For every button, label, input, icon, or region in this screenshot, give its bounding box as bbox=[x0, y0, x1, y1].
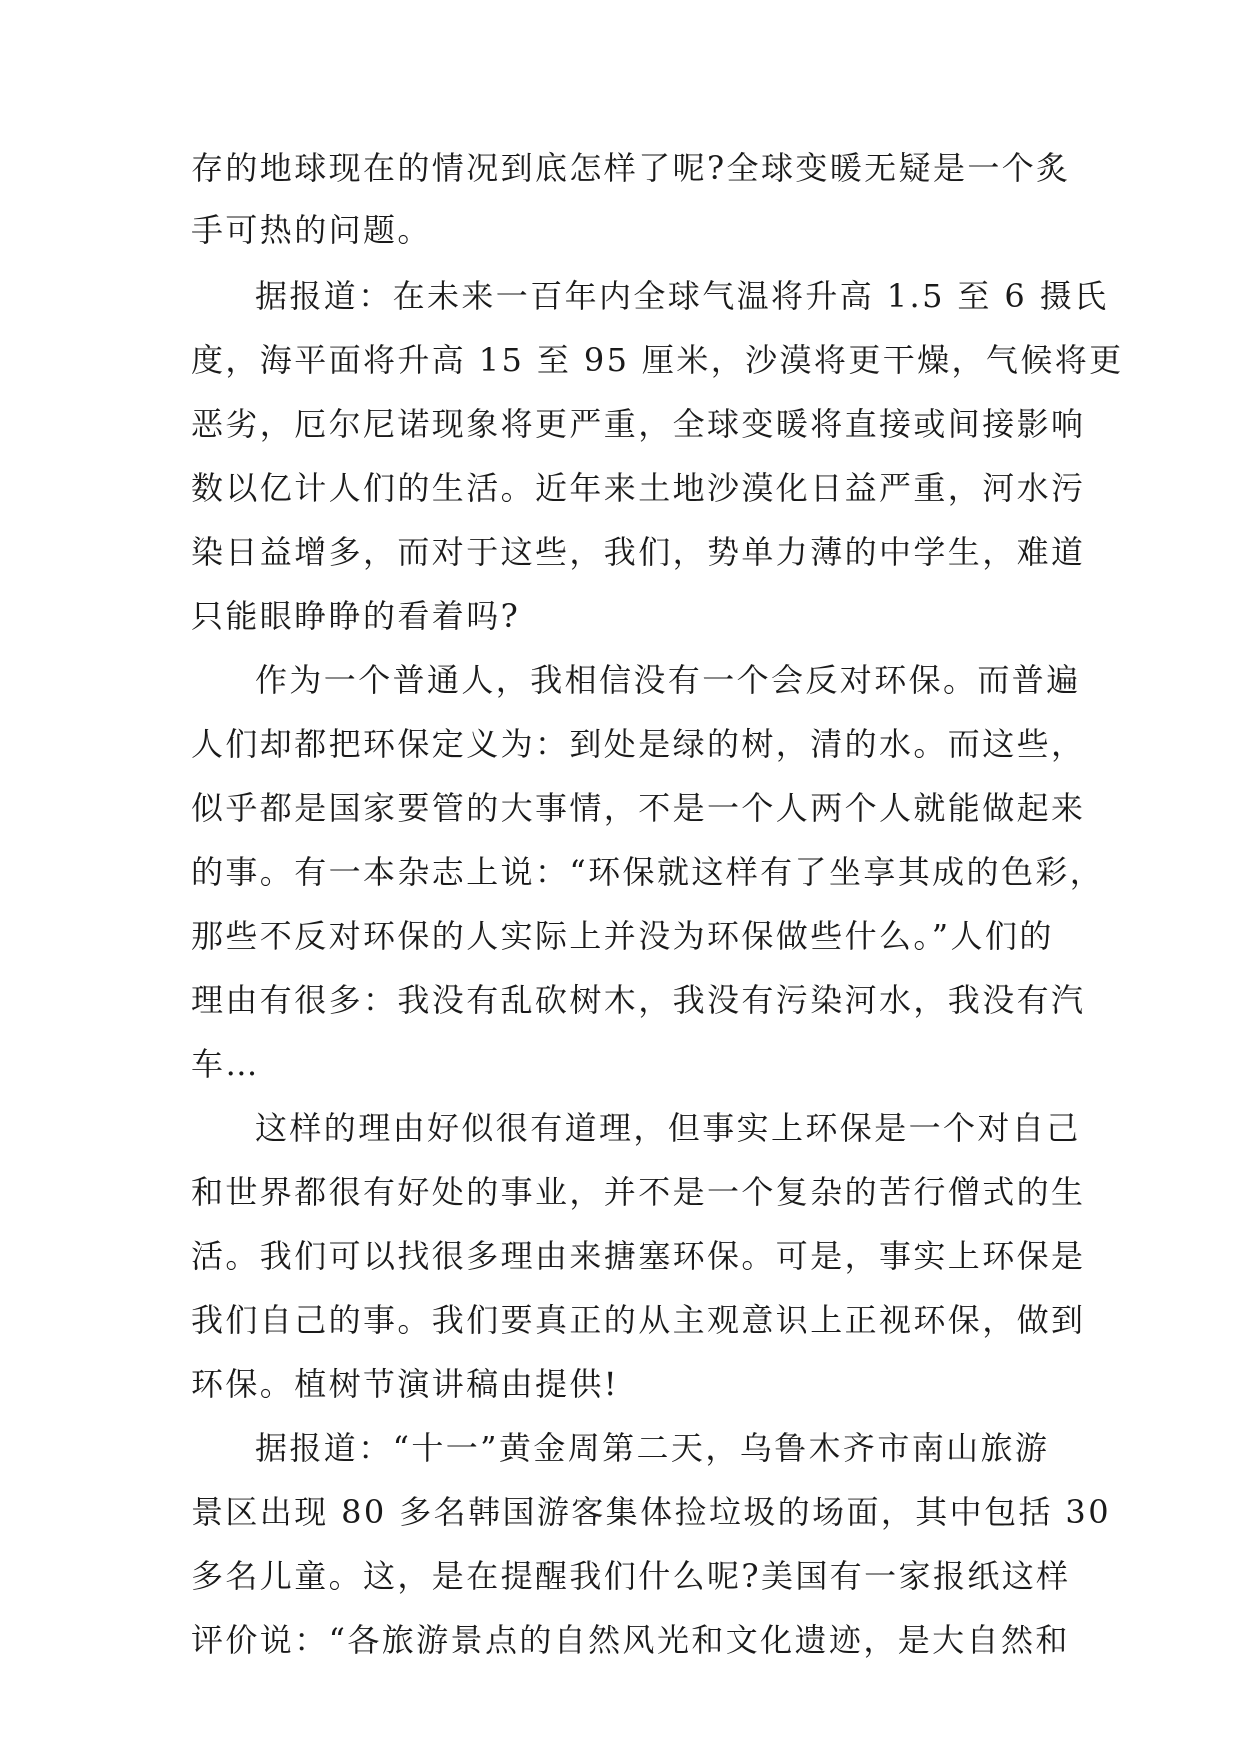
paragraph-first-line: 这样的理由好似很有道理，但事实上环保是一个对自己 bbox=[255, 1109, 1081, 1147]
text-line: 我们自己的事。我们要真正的从主观意识上正视环保，做到 bbox=[191, 1301, 1086, 1339]
text-line: 景区出现 80 多名韩国游客集体捡垃圾的场面，其中包括 30 bbox=[191, 1493, 1111, 1531]
paragraph-first-line: 据报道：“十一”黄金周第二天，乌鲁木齐市南山旅游 bbox=[255, 1429, 1050, 1467]
text-line: 数以亿计人们的生活。近年来土地沙漠化日益严重，河水污 bbox=[191, 469, 1086, 507]
text-line: 人们却都把环保定义为：到处是绿的树，清的水。而这些， bbox=[191, 725, 1086, 763]
text-line: 理由有很多：我没有乱砍树木，我没有污染河水，我没有汽 bbox=[191, 981, 1086, 1019]
text-line: 环保。植树节演讲稿由提供! bbox=[191, 1365, 620, 1403]
text-line: 车… bbox=[191, 1045, 260, 1083]
text-line: 的事。有一本杂志上说：“环保就这样有了坐享其成的色彩， bbox=[191, 853, 1105, 891]
text-line: 那些不反对环保的人实际上并没为环保做些什么。”人们的 bbox=[191, 917, 1054, 955]
text-line: 染日益增多，而对于这些，我们，势单力薄的中学生，难道 bbox=[191, 533, 1086, 571]
text-line: 似乎都是国家要管的大事情，不是一个人两个人就能做起来 bbox=[191, 789, 1086, 827]
text-line: 手可热的问题。 bbox=[191, 211, 432, 249]
text-line: 评价说：“各旅游景点的自然风光和文化遗迹，是大自然和 bbox=[191, 1621, 1070, 1659]
paragraph-first-line: 作为一个普通人，我相信没有一个会反对环保。而普遍 bbox=[255, 661, 1081, 699]
text-line: 和世界都很有好处的事业，并不是一个复杂的苦行僧式的生 bbox=[191, 1173, 1086, 1211]
text-line: 活。我们可以找很多理由来搪塞环保。可是，事实上环保是 bbox=[191, 1237, 1086, 1275]
text-line: 恶劣，厄尔尼诺现象将更严重，全球变暖将直接或间接影响 bbox=[191, 405, 1086, 443]
text-line: 多名儿童。这，是在提醒我们什么呢?美国有一家报纸这样 bbox=[191, 1557, 1071, 1595]
text-line: 存的地球现在的情况到底怎样了呢?全球变暖无疑是一个炙 bbox=[191, 149, 1071, 187]
text-line: 度，海平面将升高 15 至 95 厘米，沙漠将更干燥，气候将更 bbox=[191, 341, 1124, 379]
text-line: 只能眼睁睁的看着吗? bbox=[191, 597, 521, 635]
paragraph-first-line: 据报道：在未来一百年内全球气温将升高 1.5 至 6 摄氏 bbox=[255, 277, 1109, 315]
